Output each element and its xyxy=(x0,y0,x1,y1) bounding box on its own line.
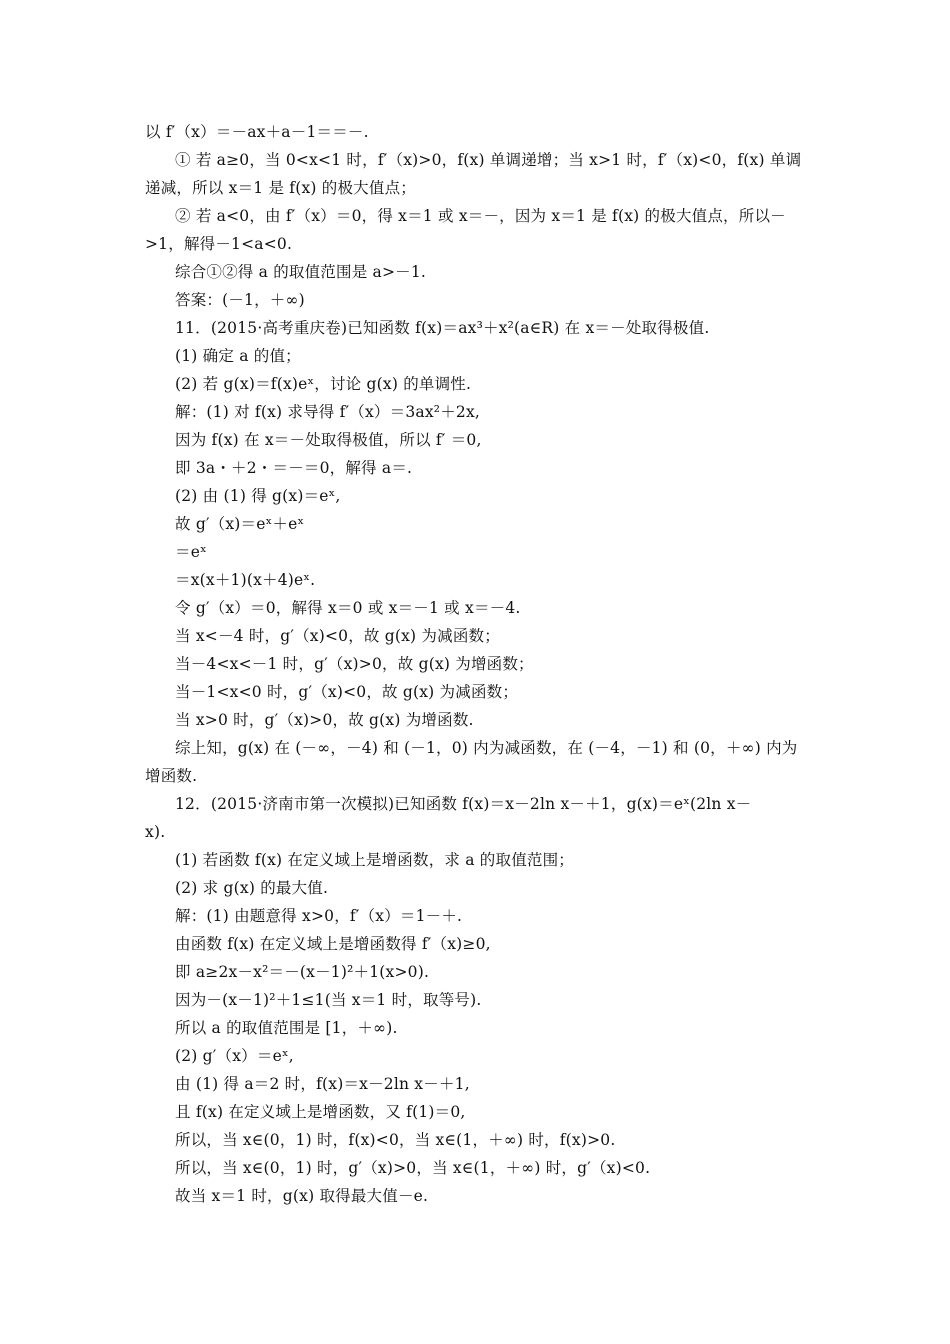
text-line: ② 若 a<0，由 f′（x）＝0，得 x＝1 或 x＝－，因为 x＝1 是 f(x) 的极大值点，所以－ xyxy=(175,207,786,225)
text-line: 综上知，g(x) 在 (－∞，－4) 和 (－1，0) 内为减函数，在 (－4，－1) 和 (0，＋∞) 内为 xyxy=(175,739,798,757)
text-line: 即 3a・＋2・＝－＝0，解得 a＝. xyxy=(175,459,413,477)
problem-heading: 11．(2015·高考重庆卷)已知函数 f(x)＝ax³＋x²(a∈R) 在 x＝－处取得极值. xyxy=(175,319,710,337)
problem-heading: 12．(2015·济南市第一次模拟)已知函数 f(x)＝x－2ln x－＋1，g(x)＝eˣ(2ln x－ xyxy=(175,795,752,813)
text-line: 综合①②得 a 的取值范围是 a>－1. xyxy=(175,263,427,281)
text-line: 当－1<x<0 时，g′（x)<0，故 g(x) 为减函数； xyxy=(175,683,519,701)
text-line: 令 g′（x）＝0，解得 x＝0 或 x＝－1 或 x＝－4. xyxy=(175,599,521,617)
text-line: 所以，当 x∈(0，1) 时，g′（x)>0，当 x∈(1，＋∞) 时，g′（x)<0. xyxy=(175,1159,651,1177)
text-line: 所以，当 x∈(0，1) 时，f(x)<0，当 x∈(1，＋∞) 时，f(x)>0. xyxy=(175,1131,616,1149)
text-line: (2) 求 g(x) 的最大值. xyxy=(175,879,329,897)
text-line: 递减，所以 x＝1 是 f(x) 的极大值点； xyxy=(145,179,416,197)
text-line: 因为 f(x) 在 x＝－处取得极值，所以 f′ ＝0, xyxy=(175,431,482,449)
text-line: 解：(1) 由题意得 x>0，f′（x）＝1－＋. xyxy=(175,907,463,925)
text-line: 即 a≥2x－x²＝－(x－1)²＋1(x>0). xyxy=(175,963,430,981)
text-line: 因为－(x－1)²＋1≤1(当 x＝1 时，取等号). xyxy=(175,991,482,1009)
text-line: 答案：(－1，＋∞) xyxy=(175,291,305,309)
text-line: 解：(1) 对 f(x) 求导得 f′（x）＝3ax²＋2x, xyxy=(175,403,481,421)
text-line: ＝eˣ xyxy=(175,543,207,561)
text-line: 故当 x＝1 时，g(x) 取得最大值－e. xyxy=(175,1187,429,1205)
text-line: 当 x>0 时，g′（x)>0，故 g(x) 为增函数. xyxy=(175,711,474,729)
text-line: 且 f(x) 在定义域上是增函数，又 f(1)＝0, xyxy=(175,1103,466,1121)
text-line: ① 若 a≥0，当 0<x<1 时，f′（x)>0，f(x) 单调递增；当 x>1 时，f′（x)<0，f(x) 单调 xyxy=(175,151,802,169)
text-line: (1) 若函数 f(x) 在定义域上是增函数，求 a 的取值范围； xyxy=(175,851,575,869)
text-line: (2) 由 (1) 得 g(x)＝eˣ, xyxy=(175,487,341,505)
text-line: x). xyxy=(145,823,166,841)
text-line: (1) 确定 a 的值； xyxy=(175,347,301,365)
text-line: 以 f′（x）＝－ax＋a－1＝＝－. xyxy=(145,123,369,141)
text-line: (2) 若 g(x)＝f(x)eˣ，讨论 g(x) 的单调性. xyxy=(175,375,472,393)
text-line: 当 x<－4 时，g′（x)<0，故 g(x) 为减函数； xyxy=(175,627,500,645)
text-line: >1，解得－1<a<0. xyxy=(145,235,293,253)
text-line: 故 g′（x)＝eˣ＋eˣ xyxy=(175,515,305,533)
text-line: (2) g′（x）＝eˣ, xyxy=(175,1047,294,1065)
text-line: 由 (1) 得 a＝2 时，f(x)＝x－2ln x－＋1, xyxy=(175,1075,470,1093)
text-line: 所以 a 的取值范围是 [1，＋∞). xyxy=(175,1019,398,1037)
text-line: 增函数. xyxy=(145,767,198,785)
text-line: ＝x(x＋1)(x＋4)eˣ. xyxy=(175,571,316,589)
text-line: 当－4<x<－1 时，g′（x)>0，故 g(x) 为增函数； xyxy=(175,655,534,673)
text-line: 由函数 f(x) 在定义域上是增函数得 f′（x)≥0, xyxy=(175,935,491,953)
